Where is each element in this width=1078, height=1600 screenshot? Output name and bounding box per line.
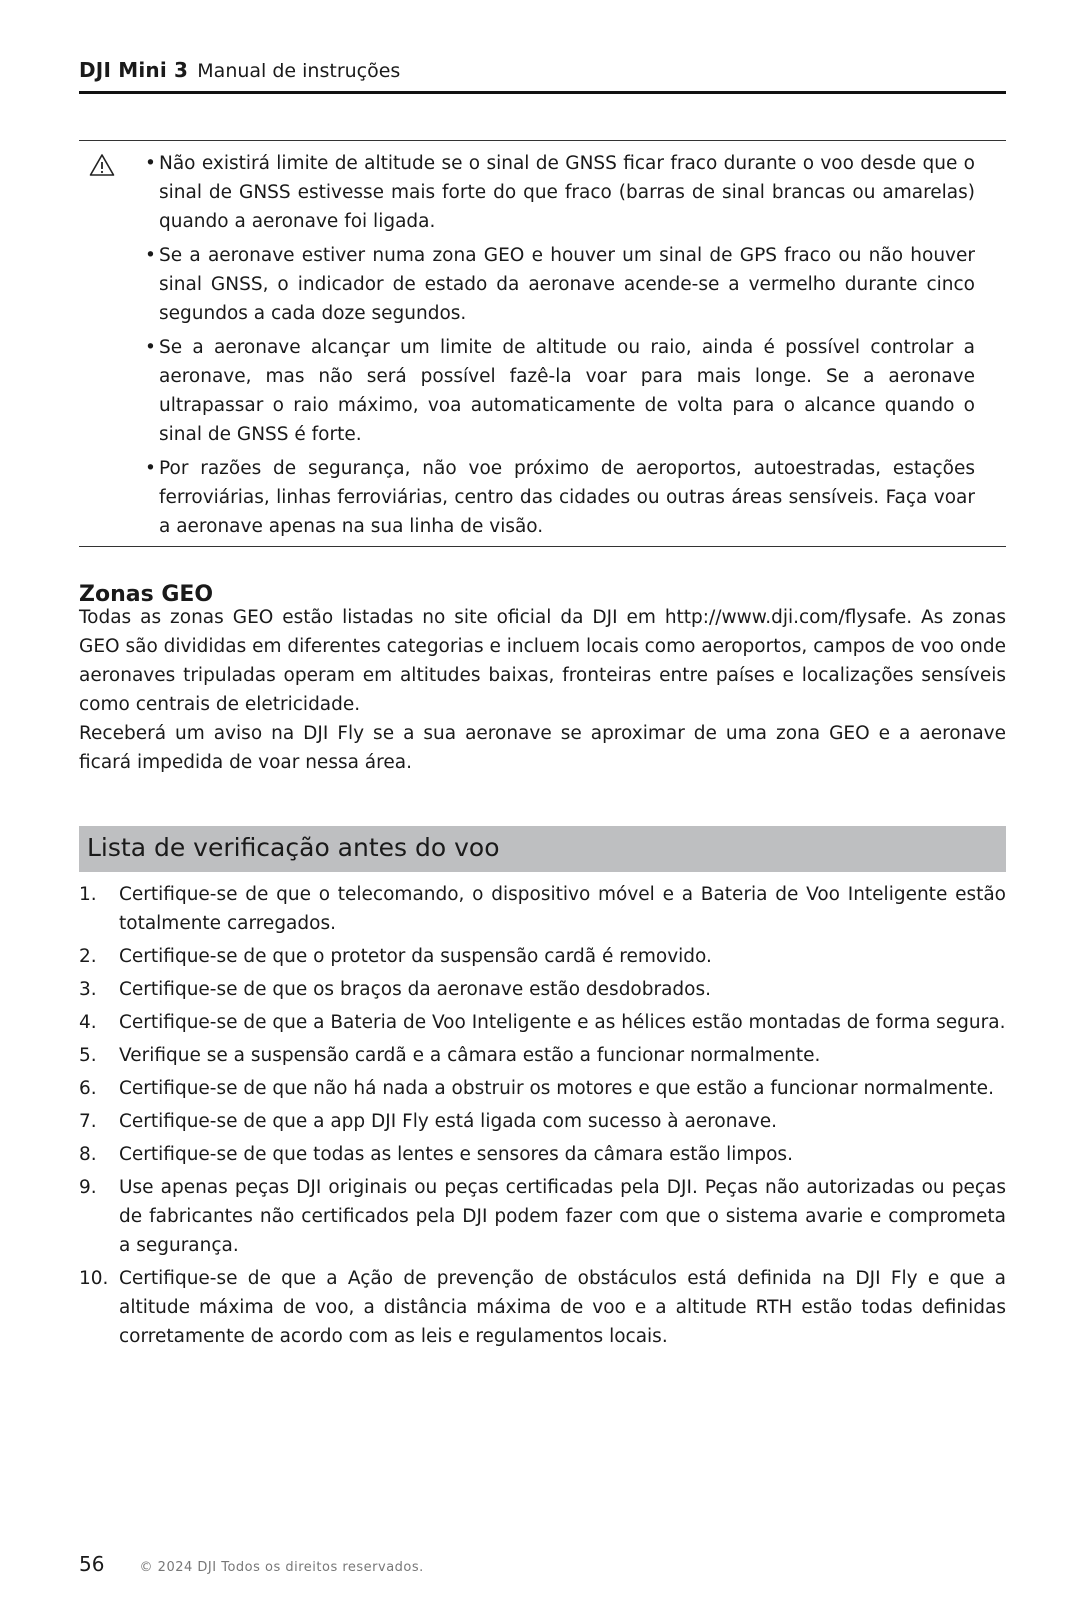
geo-paragraph-2: Receberá um aviso na DJI Fly se a sua aeronave se aproximar de uma zona GEO e a aeronave ficará impedida de voar nessa área. [79, 723, 1006, 773]
checklist-item: 10. Certifique-se de que a Ação de prevenção de obstáculos está definida na DJI Fly e que a altitude máxima de voo, a distância máxima de voo e a altitude RTH estão todas definidas corretamente de acordo com as leis e regulamentos locais. [79, 1268, 1006, 1347]
geo-paragraph-1: Todas as zonas GEO estão listadas no site oficial da DJI em http://www.dji.com/flysafe. As zonas GEO são divididas em diferentes categorias e incluem locais como aeroportos, campos de voo onde aeronaves tripuladas operam em altitudes baixas, fronteiras entre países e localizações sensíveis como centrais de eletricidade. [79, 607, 1006, 715]
checklist-item: 9. Use apenas peças DJI originais ou peças certificadas pela DJI. Peças não autorizadas ou peças de fabricantes não certificados pela DJI podem fazer com que o sistema avarie e comprometa a segurança. [79, 1177, 1006, 1256]
preflight-checklist [79, 880, 1006, 1355]
checklist-heading: Lista de verificação antes do voo [87, 833, 500, 862]
geo-zones-heading: Zonas GEO [79, 582, 214, 607]
checklist-item: 3. Certifique-se de que os braços da aeronave estão desdobrados. [79, 979, 712, 1000]
checklist-item: 5. Verifique se a suspensão cardã e a câmara estão a funcionar normalmente. [79, 1045, 821, 1066]
section-heading-bar [79, 826, 1006, 872]
warning-list [145, 149, 975, 546]
warning-item: • Se a aeronave alcançar um limite de altitude ou raio, ainda é possível controlar a aeronave, mas não será possível fazê-la voar para mais longe. Se a aeronave ultrapassar o raio máximo, voa automaticamente de volta para o alcance quando o sinal de GNSS é forte. [145, 337, 975, 445]
warning-item: • Se a aeronave estiver numa zona GEO e houver um sinal de GPS fraco ou não houver sinal GNSS, o indicador de estado da aeronave acende-se a vermelho durante cinco segundos a cada doze segundos. [145, 245, 975, 324]
page-header [79, 58, 1006, 94]
checklist-item: 7. Certifique-se de que a app DJI Fly está ligada com sucesso à aeronave. [79, 1111, 778, 1132]
manual-subtitle: Manual de instruções [197, 60, 401, 82]
checklist-item: 4. Certifique-se de que a Bateria de Voo Inteligente e as hélices estão montadas de forma segura. [79, 1012, 1006, 1033]
checklist-item: 1. Certifique-se de que o telecomando, o dispositivo móvel e a Bateria de Voo Inteligente estão totalmente carregados. [79, 884, 1006, 934]
warning-triangle-icon [89, 153, 115, 177]
checklist-item: 8. Certifique-se de que todas as lentes e sensores da câmara estão limpos. [79, 1144, 793, 1165]
page-number: 56 [79, 1552, 105, 1576]
copyright-text: © 2024 DJI Todos os direitos reservados. [139, 1560, 424, 1575]
warning-item: • Não existirá limite de altitude se o sinal de GNSS ficar fraco durante o voo desde que o sinal de GNSS estivesse mais forte do que fraco (barras de sinal brancas ou amarelas) quando a aeronave foi ligada. [145, 153, 975, 232]
checklist-item: 2. Certifique-se de que o protetor da suspensão cardã é removido. [79, 946, 712, 967]
page-footer [79, 1552, 424, 1576]
checklist-item: 6. Certifique-se de que não há nada a obstruir os motores e que estão a funcionar normalmente. [79, 1078, 994, 1099]
brand-title: DJI Mini 3 [79, 58, 189, 82]
warning-box [79, 140, 1006, 547]
warning-item: • Por razões de segurança, não voe próximo de aeroportos, autoestradas, estações ferroviárias, linhas ferroviárias, centro das cidades ou outras áreas sensíveis. Faça voar a aeronave apenas na sua linha de visão. [145, 458, 975, 537]
